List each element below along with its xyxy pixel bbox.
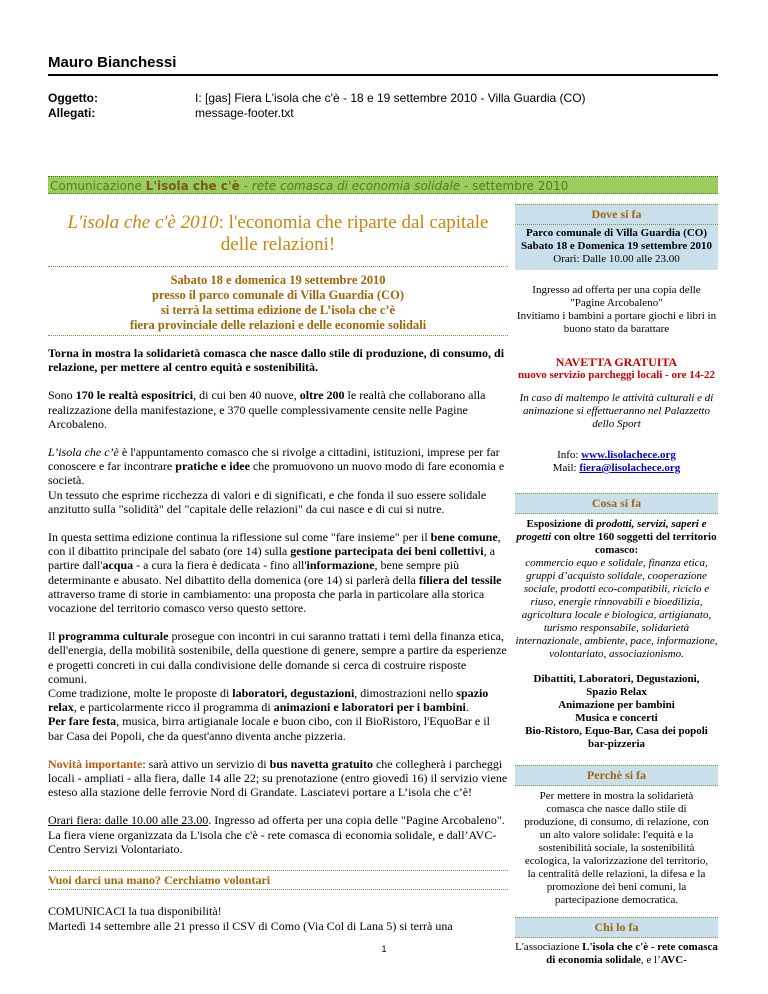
main-title: L'isola che c'è 2010: l'economia che riparte dal capitale delle relazioni! [67, 212, 489, 255]
paragraph-exhibitors: Sono 170 le realtà espositrici, di cui ben 40 nuove, oltre 200 le realtà che collaborano alla realizzazione della manifestazione, e 370 quelle complessivamente censite nelle Pagine Arcobaleno. [48, 388, 486, 431]
purpose-text: Per mettere in mostra la solidarietà comasca che nasce dallo stile di produzione, di consumo, di relazione, con un alto valore solidale: l'equità e la sostenibilità sociale, la sostenibilità ecologica, la valorizzazione del territorio, la centralità delle relazioni, la difesa e la promozione dei beni comuni, la partecipazione democratica. [524, 790, 709, 906]
website-link[interactable]: www.lisolachece.org [581, 449, 676, 461]
volunteers-text: COMUNICACI la tua disponibilità! Martedì 14 settembre alle 21 presso il CSV di Como (Via Col di Lana 5) si terrà una [48, 904, 453, 933]
attachments-label: Allegati: [48, 106, 96, 120]
sectors-list: commercio equo e solidale, finanza etica, gruppi d’acquisto solidale, cooperazione sociale, prodotti eco-compatibili, riciclo e riuso, energie rinnovabili e bioedilizia, agricoltura locale e biologica, artigianato, turismo responsabile, solidarietà internazionale, ambiente, pace, informazione, volontariato, associazionismo. [515, 557, 718, 660]
paragraph-program: Il programma culturale prosegue con incontri in cui saranno trattati i temi della finanza etica, dell'energia, della mobilità sostenibile, della questione di genere, sempre a partire da esperienze e progetti concreti in cui dalla condivisione delle domande si cerca di costruire risposte comuni. Come tradizione, molte le proposte di laboratori, degustazioni, dimostrazioni nello spazio relax, e particolarmente ricco il programma di animazioni e laboratori per i bambini. Per fare festa, musica, birra artigianale locale e buon cibo, con il BioRistoro, l'EquoBar e il bar Casa dei Popoli, che da quest'anno diventa anche pizzeria. [48, 629, 507, 743]
page-number: 1 [381, 944, 387, 954]
volunteers-heading: Vuoi darci una mano? Cerchiamo volontari [48, 870, 508, 890]
bad-weather-note: In caso di maltempo le attività culturali e di animazione si effettueranno nel Palazzetto dello Sport [519, 392, 714, 430]
subject-label: Oggetto: [48, 91, 98, 105]
email-link[interactable]: fiera@lisolachece.org [579, 462, 681, 474]
newsletter-banner: Comunicazione L'isola che c'è - rete comasca di economia solidale - settembre 2010 [48, 176, 718, 194]
attachment-file[interactable]: message-footer.txt [195, 106, 294, 120]
sidebar-heading-cosa: Cosa si fa [515, 493, 718, 514]
event-subtitle: Sabato 18 e domenica 19 settembre 2010 presso il parco comunale di Villa Guardia (CO) si terrà la settima edizione de L’isola che c’è fiera provinciale delle relazioni e delle economie solidali [48, 267, 508, 336]
kids-invite: Invitiamo i bambini a portare giochi e libri in buono stato da barattare [516, 310, 717, 335]
intro-paragraph: Torna in mostra la solidarietà comasca che nasce dallo stile di produzione, di consumo, di relazione, per mettere al centro equità e sostenibilità. [48, 346, 505, 375]
organizers-text: L'associazione L'isola che c'è - rete comasca di economia solidale, e l’AVC- [515, 941, 718, 966]
paragraph-about: L’isola che c’è è l'appuntamento comasco che si rivolge a cittadini, istituzioni, imprese per far conoscere e far incontrare pratiche e idee che promuovono un nuovo modo di fare economia e società. Un tessuto che esprime ricchezza di valori e di significati, e che fonda il suo essere solidale anzitutto sulla "solidità" del "capitale delle relazioni" da cui nasce e di cui si nutre. [48, 445, 505, 516]
email-sender: Mauro Bianchessi [48, 54, 718, 76]
paragraph-edition: In questa settima edizione continua la riflessione sul come "fare insieme" per il bene comune, con il dibattito principale del sabato (ore 14) sulla gestione partecipata dei beni collettivi, a partire dall'acqua - a cura la fiera è dedicata - fino all'informazione, bene sempre più determinante e abusato. Nel dibattito della domenica (ore 14) si parlerà della filiera del tessile attraverso trame di storie in cambiamento: una proposta che parla in particolare alla storica vocazione del territorio comasco verso questo settore. [48, 530, 502, 616]
shuttle-desc: nuovo servizio parcheggi locali - ore 14-22 [518, 369, 715, 381]
activities-list: Dibattiti, Laboratori, Degustazioni, Spazio Relax Animazione per bambini Musica e concerti Bio-Ristoro, Equo-Bar, Casa dei popoli bar-pizzeria [525, 673, 708, 750]
paragraph-news: Novità importante: sarà attivo un servizio di bus navetta gratuito che collegherà i parcheggi locali - ampliati - alla fiera, dalle 14 alle 22; su prenotazione (entro giovedì 16) il servizio viene esteso alla stazione delle ferrovie Nord di Grandate. Lasciatevi portare a L’isola che c’è! [48, 756, 508, 800]
entry-info: Ingresso ad offerta per una copia delle "Pagine Arcobaleno" [532, 284, 701, 309]
paragraph-hours: Orari fiera: dalle 10.00 alle 23.00. Ingresso ad offerta per una copia delle "Pagine Arcobaleno". La fiera viene organizzata da L'isola che c'è - rete comasca di economia solidale, e dall’AVC-Centro Servizi Volontariato. [48, 813, 505, 856]
sidebar-heading-dove: Dove si fa [515, 204, 718, 225]
sidebar: Dove si fa Parco comunale di Villa Guardia (CO) Sabato 18 e Domenica 19 settembre 2010 Orari: Dalle 10.00 alle 23.00 Ingresso ad offerta per una copia delle "Pagine Arcobaleno" Invitiamo i bambini a portare giochi e libri in buono stato da barattare NAVETTA GRATUITA nuovo servizio parcheggi locali - ore 14-22 In caso di maltempo le attività culturali e di animazione si effettueranno nel Palazzetto dello Sport Info: www.lisolachece.org Mail: fiera@lisolachece.org Cosa si fa Esposizione di prodotti, servizi, saperi e progetti con oltre 160 soggetti del territorio comasco: commercio equo e solidale, finanza etica, gruppi d’acquisto solidale, cooperazione sociale, prodotti eco-compatibili, riciclo e riuso, energie rinnovabili e bioedilizia, agricoltura locale e biologica, artigianato, turismo responsabile, solidarietà internazionale, ambiente, pace, informazione, volontariato, associazionismo. Dibattiti, Laboratori, Degustazioni, Spazio Relax Animazione per bambini Musica e concerti Bio-Ristoro, Equo-Bar, Casa dei popoli bar-pizzeria Perchè si fa Per mettere in mostra la solidarietà comasca che nasce dallo stile di produzione, di consumo, di relazione, con un alto valore solidale: l'equità e la sostenibilità sociale, la sostenibilità ecologica, la valorizzazione del territorio, la centralità delle relazioni, la difesa e la promozione dei beni comuni, la partecipazione democratica. Chi lo fa L'associazione L'isola che c'è - rete comasca di economia solidale, e l’AVC- [515, 204, 718, 967]
email-meta [48, 91, 586, 121]
exhibition-desc: Esposizione di prodotti, servizi, saperi e progetti con oltre 160 soggetti del territorio comasco: [516, 518, 717, 556]
subject-value: I: [gas] Fiera L'isola che c'è - 18 e 19 settembre 2010 - Villa Guardia (CO) [195, 91, 586, 105]
shuttle-title: NAVETTA GRATUITA [555, 355, 678, 369]
location-box: Parco comunale di Villa Guardia (CO) Sabato 18 e Domenica 19 settembre 2010 Orari: Dalle 10.00 alle 23.00 [515, 225, 718, 270]
sidebar-heading-chi: Chi lo fa [515, 917, 718, 938]
main-column [48, 204, 508, 933]
sidebar-heading-perche: Perchè si fa [515, 765, 718, 786]
